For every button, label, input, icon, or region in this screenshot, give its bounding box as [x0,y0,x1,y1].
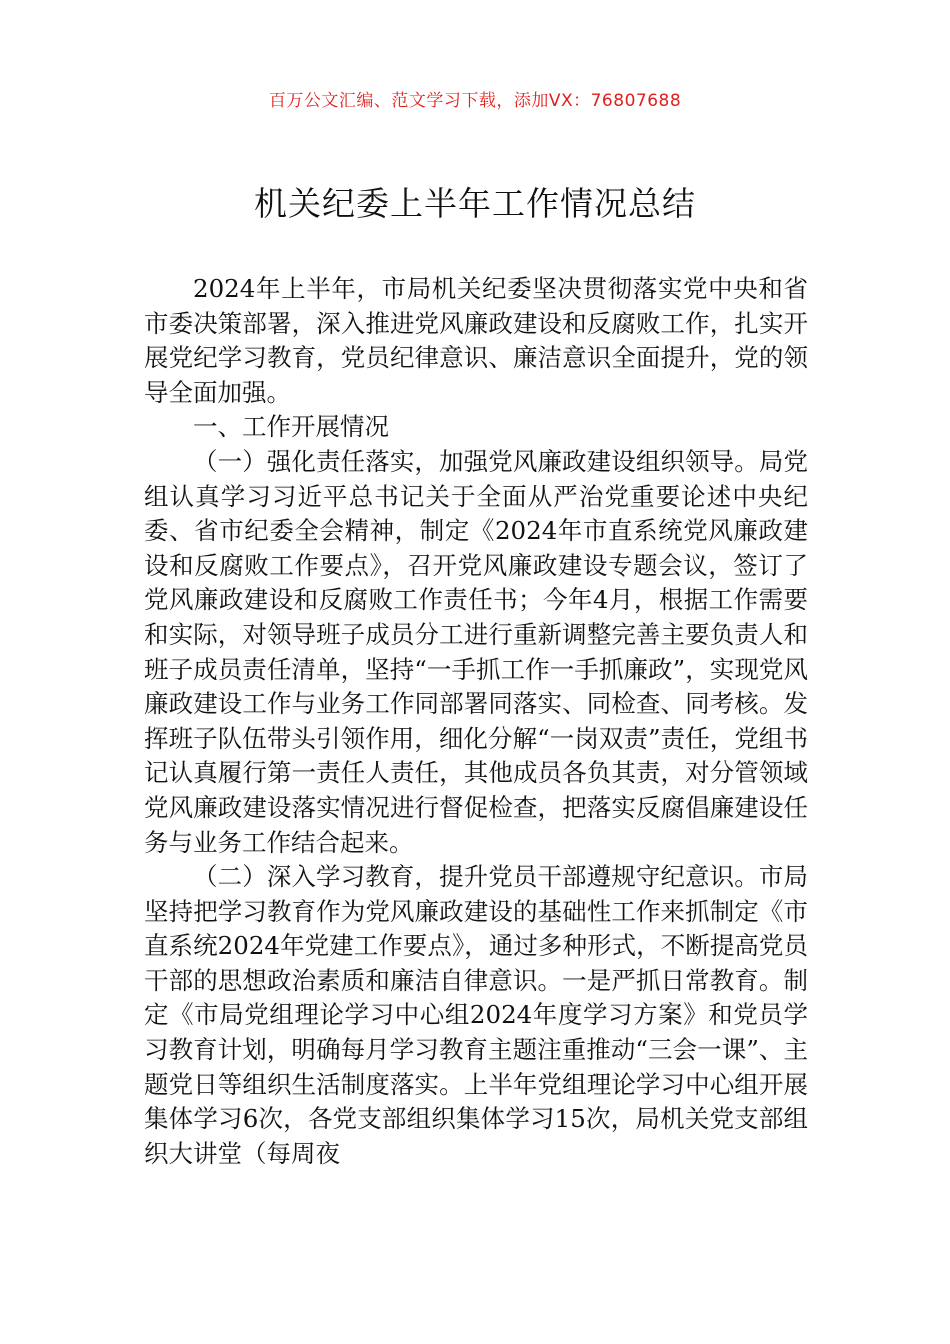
header-watermark-note: 百万公文汇编、范文学习下载，添加VX：76807688 [268,91,682,111]
section-heading-1: 一、工作开展情况 [193,412,389,442]
paragraph-intro: 2024年上半年，市局机关纪委坚决贯彻落实党中央和省市委决策部署，深入推进党风廉政建设和反腐败工作，扎实开展党纪学习教育，党员纪律意识、廉洁意识全面提升，党的领导全面加强。 [144,274,808,407]
paragraph-subsection-1: （一）强化责任落实，加强党风廉政建设组织领导。局党组认真学习习近平总书记关于全面从严治党重要论述中央纪委、省市纪委全会精神，制定《2024年市直系统党风廉政建设和反腐败工作要点》，召开党风廉政建设专题会议，签订了党风廉政建设和反腐败工作责任书；今年4月，根据工作需要和实际，对领导班子成员分工进行重新调整完善主要负责人和班子成员责任清单，坚持“一手抓工作一手抓廉政”，实现党风廉政建设工作与业务工作同部署同落实、同检查、同考核。发挥班子队伍带头引领作用，细化分解“一岗双责”责任，党组书记认真履行第一责任人责任，其他成员各负其责，对分管领域党风廉政建设落实情况进行督促检查，把落实反腐倡廉建设任务与业务工作结合起来。 [144,446,808,857]
paragraph-subsection-2: （二）深入学习教育，提升党员干部遵规守纪意识。市局坚持把学习教育作为党风廉政建设的基础性工作来抓制定《市直系统2024年党建工作要点》，通过多种形式，不断提高党员干部的思想政治素质和廉洁自律意识。一是严抓日常教育。制定《市局党组理论学习中心组2024年度学习方案》和党员学习教育计划，明确每月学习教育主题注重推动“三会一课”、主题党日等组织生活制度落实。上半年党组理论学习中心组开展集体学习6次，各党支部组织集体学习15次，局机关党支部组织大讲堂（每周夜 [144,862,808,1168]
document-body [144,272,808,1171]
document-title: 机关纪委上半年工作情况总结 [254,184,696,223]
